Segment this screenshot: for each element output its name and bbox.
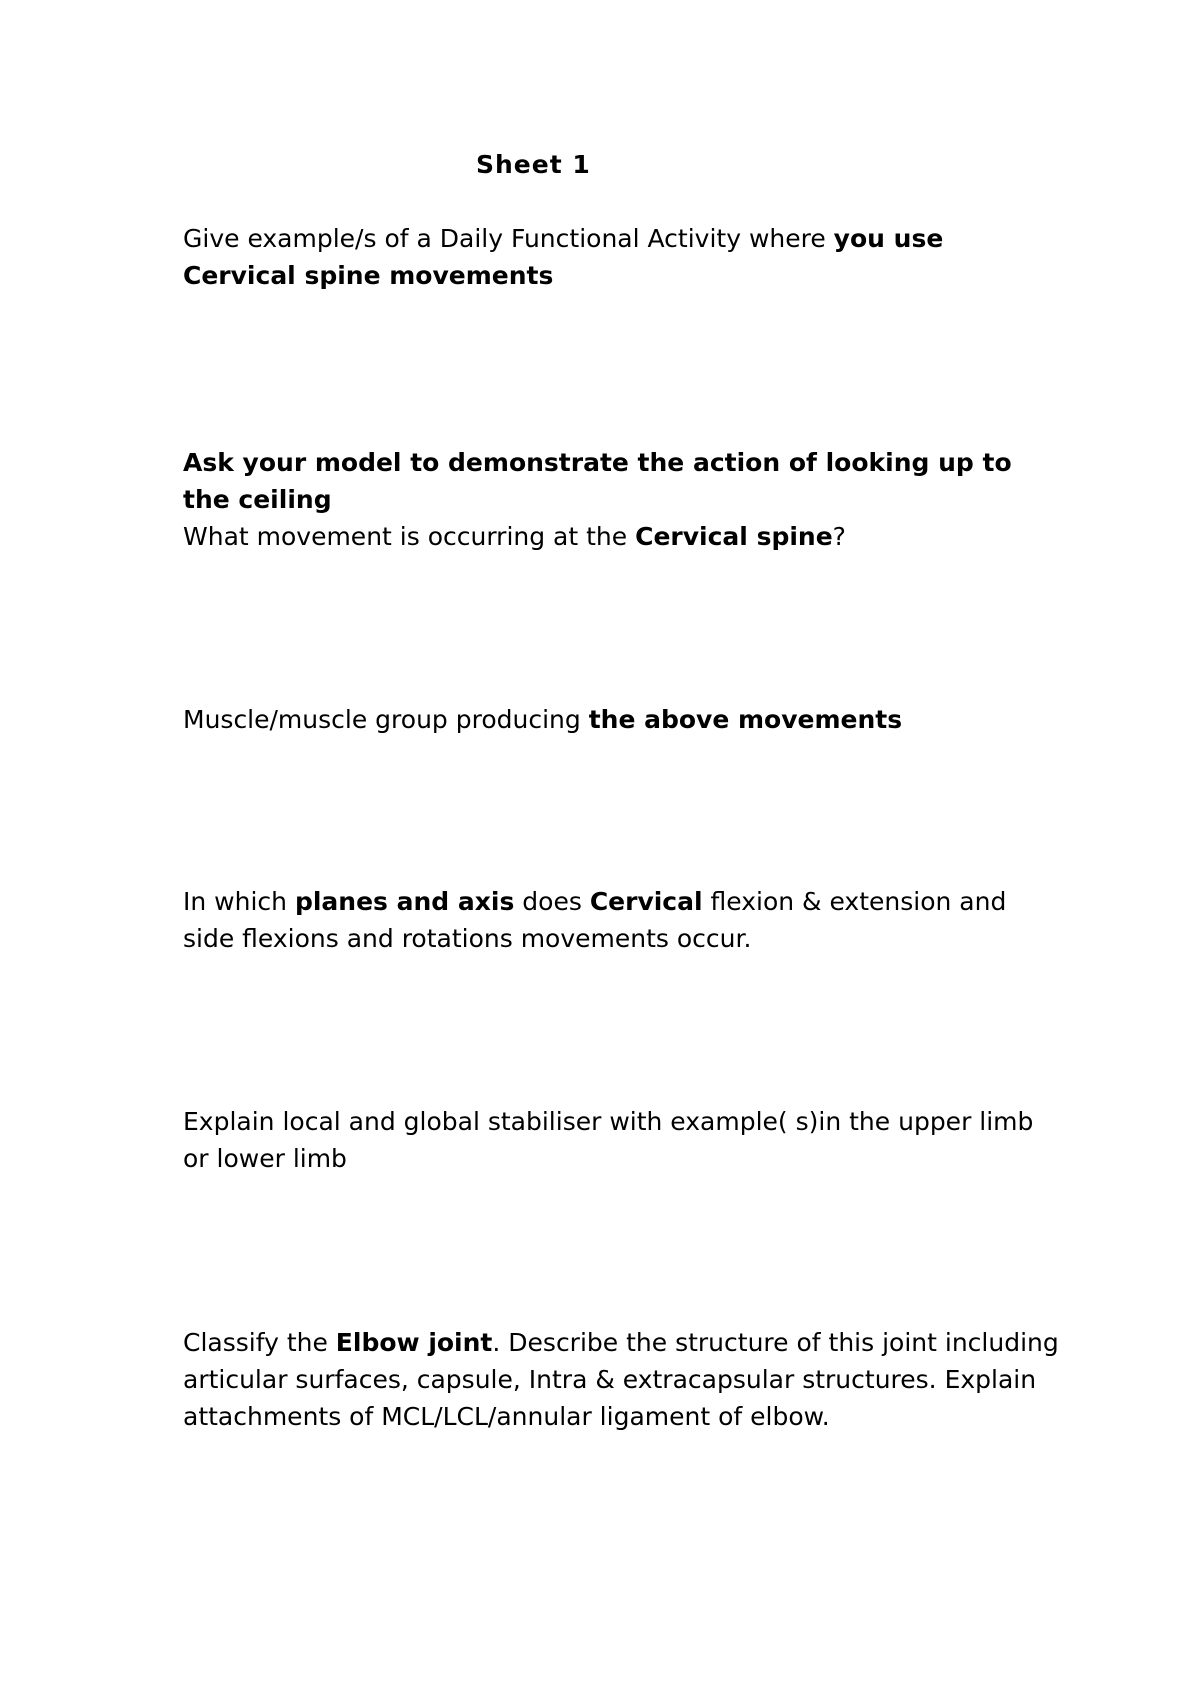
question-text-bold: Cervical spine [635,522,833,551]
question-text-bold: Ask your model to demonstrate the action of looking up to the ceiling [183,448,1012,514]
question-text-bold: Cervical [589,887,703,916]
question-text: In which [183,887,295,916]
question-text: Muscle/muscle group producing [183,705,589,734]
question-text-bold: the above movements [588,705,903,734]
question-6 [183,1324,1063,1435]
question-text-bold: Elbow joint [335,1328,493,1357]
question-text-bold: planes and axis [294,887,515,916]
question-5 [183,1103,1063,1177]
question-text: Classify the [183,1328,336,1357]
question-3 [183,701,1063,738]
question-text: ? [832,522,846,551]
question-text: does [514,887,590,916]
question-text: What movement is occurring at the [183,522,636,551]
question-text-bold: you use Cervical spine movements [183,224,944,290]
question-2 [183,444,1063,555]
sheet-title: Sheet 1 [476,150,591,179]
question-text: flexion & extension and side flexions and rotations movements occur. [183,887,1007,953]
question-text: . Describe the structure of this joint including articular surfaces, capsule, Intra & extracapsular structures. Explain attachments of MCL/LCL/annular ligament of elbow. [183,1328,1059,1431]
question-text: Give example/s of a Daily Functional Activity where [183,224,834,253]
question-text: Explain local and global stabiliser with example( s)in the upper limb or lower limb [183,1107,1034,1173]
question-4 [183,883,1063,957]
question-1 [183,220,1063,294]
